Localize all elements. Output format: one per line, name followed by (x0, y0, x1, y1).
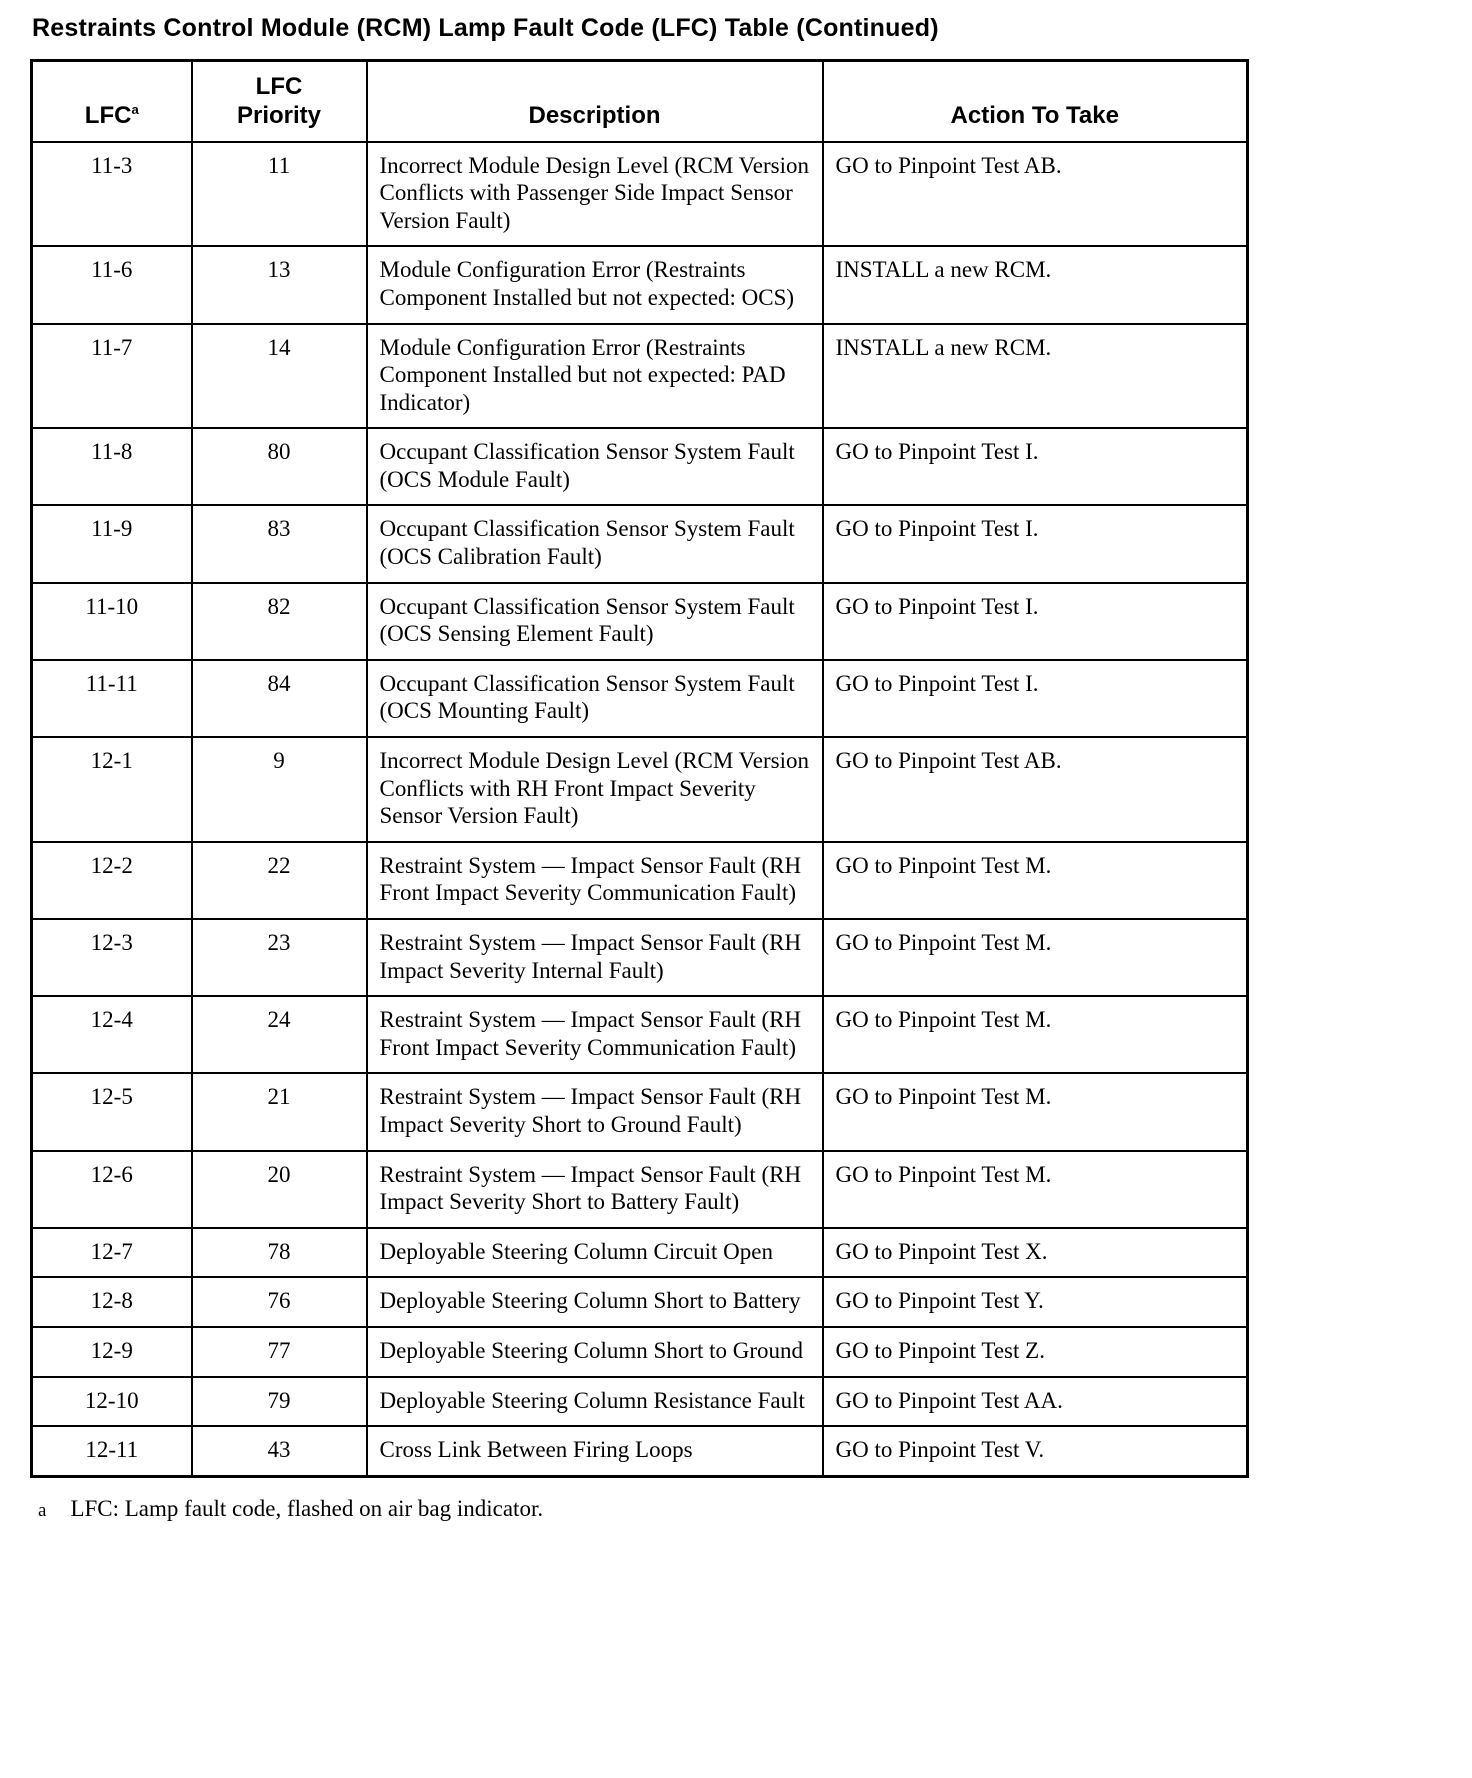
cell-action: GO to Pinpoint Test X. (823, 1228, 1248, 1278)
table-row (32, 1151, 1248, 1228)
table-row (32, 1277, 1248, 1327)
cell-action: GO to Pinpoint Test Z. (823, 1327, 1248, 1377)
cell-lfc: 11-9 (32, 505, 192, 582)
cell-description: Occupant Classification Sensor System Fault (OCS Module Fault) (367, 428, 823, 505)
table-row (32, 996, 1248, 1073)
table-row (32, 737, 1248, 842)
table-row (32, 1426, 1248, 1476)
table-row (32, 1327, 1248, 1377)
cell-action: GO to Pinpoint Test M. (823, 842, 1248, 919)
table-row (32, 428, 1248, 505)
page-title: Restraints Control Module (RCM) Lamp Fault Code (LFC) Table (Continued) (32, 14, 939, 42)
table-row (32, 919, 1248, 996)
cell-description: Module Configuration Error (Restraints Component Installed but not expected: PAD Indicator) (367, 324, 823, 429)
table-row (32, 1228, 1248, 1278)
cell-priority: 77 (192, 1327, 367, 1377)
cell-priority: 24 (192, 996, 367, 1073)
cell-action: GO to Pinpoint Test I. (823, 505, 1248, 582)
cell-action: GO to Pinpoint Test I. (823, 660, 1248, 737)
cell-lfc: 12-8 (32, 1277, 192, 1327)
cell-description: Deployable Steering Column Circuit Open (367, 1228, 823, 1278)
cell-lfc: 11-3 (32, 142, 192, 247)
cell-action: GO to Pinpoint Test M. (823, 1073, 1248, 1150)
cell-action: GO to Pinpoint Test M. (823, 1151, 1248, 1228)
cell-lfc: 12-3 (32, 919, 192, 996)
cell-lfc: 12-7 (32, 1228, 192, 1278)
footnote (38, 1496, 1446, 1522)
cell-priority: 14 (192, 324, 367, 429)
cell-description: Module Configuration Error (Restraints Component Installed but not expected: OCS) (367, 246, 823, 323)
cell-priority: 83 (192, 505, 367, 582)
cell-description: Incorrect Module Design Level (RCM Version Conflicts with Passenger Side Impact Sensor Version Fault) (367, 142, 823, 247)
cell-lfc: 12-5 (32, 1073, 192, 1150)
table-row (32, 324, 1248, 429)
cell-action: INSTALL a new RCM. (823, 246, 1248, 323)
cell-description: Restraint System — Impact Sensor Fault (RH Impact Severity Short to Battery Fault) (367, 1151, 823, 1228)
table-row (32, 246, 1248, 323)
lfc-table (30, 59, 1249, 1478)
cell-action: GO to Pinpoint Test I. (823, 583, 1248, 660)
cell-description: Occupant Classification Sensor System Fault (OCS Sensing Element Fault) (367, 583, 823, 660)
cell-lfc: 12-9 (32, 1327, 192, 1377)
cell-priority: 23 (192, 919, 367, 996)
column-header: LFC Priority (192, 61, 367, 142)
footnote-text: LFC: Lamp fault code, flashed on air bag indicator. (70, 1495, 544, 1521)
footnote-marker: a (38, 1499, 47, 1521)
cell-lfc: 11-8 (32, 428, 192, 505)
cell-description: Occupant Classification Sensor System Fault (OCS Calibration Fault) (367, 505, 823, 582)
cell-priority: 22 (192, 842, 367, 919)
cell-priority: 11 (192, 142, 367, 247)
cell-description: Cross Link Between Firing Loops (367, 1426, 823, 1476)
cell-lfc: 11-11 (32, 660, 192, 737)
cell-priority: 80 (192, 428, 367, 505)
cell-description: Deployable Steering Column Resistance Fault (367, 1377, 823, 1427)
cell-lfc: 12-1 (32, 737, 192, 842)
table-row (32, 583, 1248, 660)
column-header: Description (367, 61, 823, 142)
cell-description: Restraint System — Impact Sensor Fault (RH Front Impact Severity Communication Fault) (367, 842, 823, 919)
column-header: LFC$^a$ (32, 61, 192, 142)
cell-lfc: 11-10 (32, 583, 192, 660)
cell-priority: 43 (192, 1426, 367, 1476)
cell-action: INSTALL a new RCM. (823, 324, 1248, 429)
table-row (32, 1073, 1248, 1150)
cell-lfc: 12-2 (32, 842, 192, 919)
cell-priority: 9 (192, 737, 367, 842)
cell-action: GO to Pinpoint Test M. (823, 996, 1248, 1073)
cell-lfc: 11-6 (32, 246, 192, 323)
cell-priority: 78 (192, 1228, 367, 1278)
cell-description: Restraint System — Impact Sensor Fault (RH Impact Severity Internal Fault) (367, 919, 823, 996)
cell-lfc: 12-6 (32, 1151, 192, 1228)
cell-action: GO to Pinpoint Test AA. (823, 1377, 1248, 1427)
cell-action: GO to Pinpoint Test V. (823, 1426, 1248, 1476)
cell-description: Restraint System — Impact Sensor Fault (RH Impact Severity Short to Ground Fault) (367, 1073, 823, 1150)
table-header-row (32, 61, 1248, 142)
cell-priority: 20 (192, 1151, 367, 1228)
cell-priority: 84 (192, 660, 367, 737)
cell-lfc: 12-11 (32, 1426, 192, 1476)
cell-action: GO to Pinpoint Test AB. (823, 142, 1248, 247)
cell-action: GO to Pinpoint Test AB. (823, 737, 1248, 842)
table-header (32, 61, 1248, 142)
cell-description: Occupant Classification Sensor System Fault (OCS Mounting Fault) (367, 660, 823, 737)
cell-priority: 13 (192, 246, 367, 323)
table-row (32, 842, 1248, 919)
cell-priority: 76 (192, 1277, 367, 1327)
cell-lfc: 12-10 (32, 1377, 192, 1427)
cell-description: Incorrect Module Design Level (RCM Version Conflicts with RH Front Impact Severity Sensor Version Fault) (367, 737, 823, 842)
cell-description: Deployable Steering Column Short to Battery (367, 1277, 823, 1327)
cell-action: GO to Pinpoint Test I. (823, 428, 1248, 505)
table-body (32, 142, 1248, 1477)
cell-description: Restraint System — Impact Sensor Fault (RH Front Impact Severity Communication Fault) (367, 996, 823, 1073)
cell-description: Deployable Steering Column Short to Ground (367, 1327, 823, 1377)
table-row (32, 142, 1248, 247)
cell-lfc: 11-7 (32, 324, 192, 429)
cell-priority: 82 (192, 583, 367, 660)
cell-priority: 79 (192, 1377, 367, 1427)
column-header-superscript: a (131, 102, 139, 118)
cell-action: GO to Pinpoint Test Y. (823, 1277, 1248, 1327)
cell-action: GO to Pinpoint Test M. (823, 919, 1248, 996)
table-row (32, 1377, 1248, 1427)
column-header: Action To Take (823, 61, 1248, 142)
table-row (32, 660, 1248, 737)
table-row (32, 505, 1248, 582)
cell-lfc: 12-4 (32, 996, 192, 1073)
cell-priority: 21 (192, 1073, 367, 1150)
